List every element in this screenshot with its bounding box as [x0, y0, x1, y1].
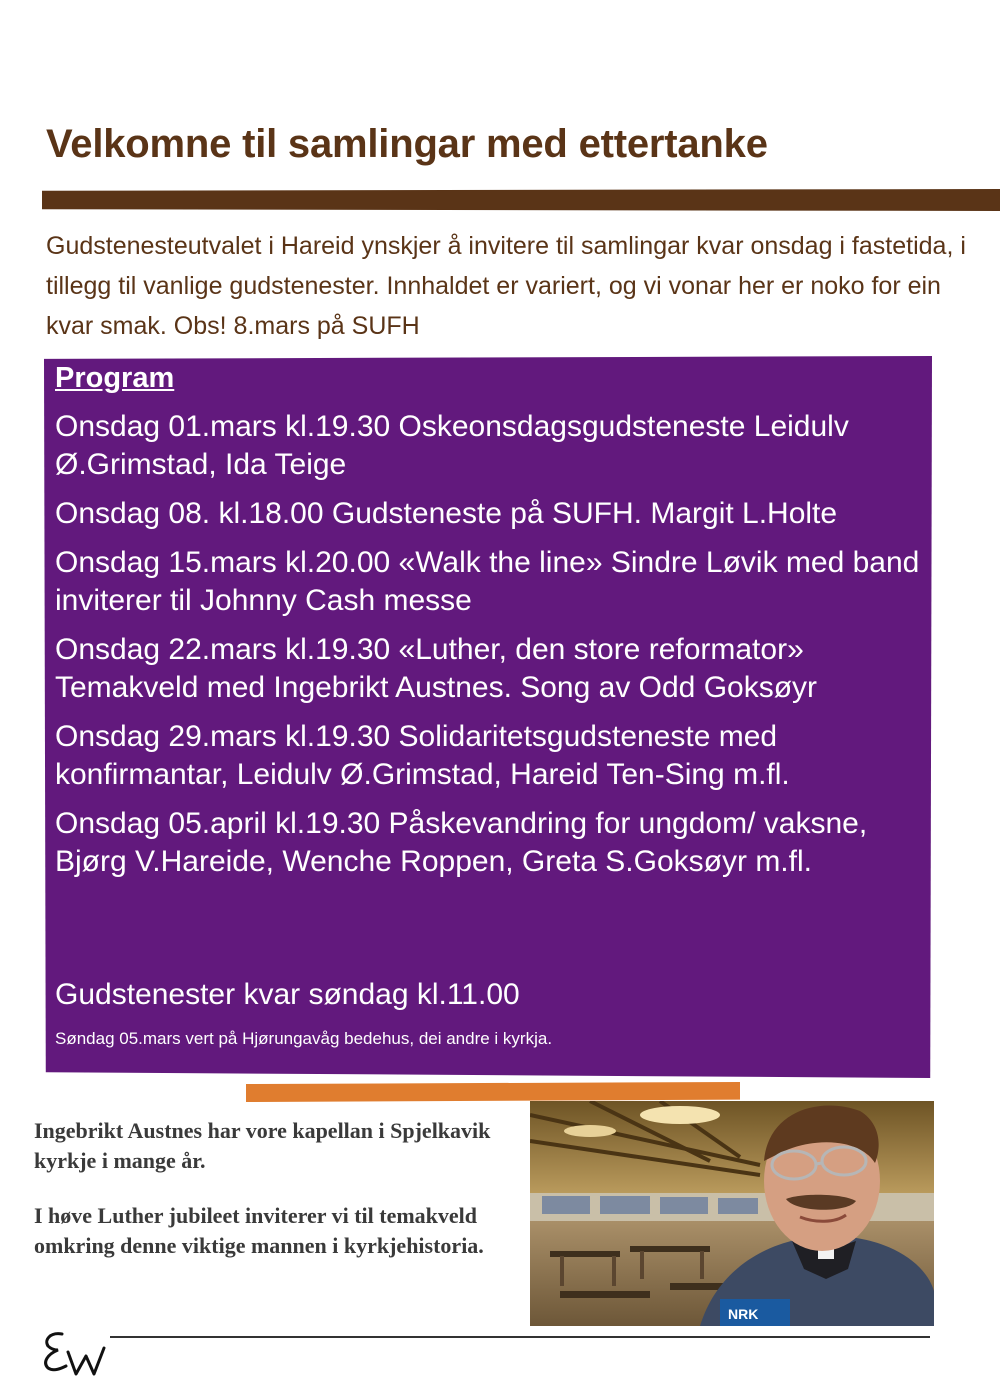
program-list — [55, 408, 925, 892]
intro-text: Gudstenesteutvalet i Hareid ynskjer å invitere til samlingar kvar onsdag i fastetida, i tillegg til vanlige gudstenester. Innhaldet er variert, og vi vonar her er noko for ein kvar smak. Obs! 8.mars på SUFH — [46, 232, 966, 340]
program-item: Onsdag 22.mars kl.19.30 «Luther, den store reformator» Temakveld med Ingebrikt Austnes. Song av Odd Goksøyr — [55, 633, 818, 704]
page-title: Velkomne til samlingar med ettertanke — [46, 122, 768, 166]
portrait-photo — [530, 1101, 934, 1326]
program-item: Onsdag 05.april kl.19.30 Påskevandring for ungdom/ vaksne, Bjørg V.Hareide, Wenche Roppen, Greta S.Goksøyr m.fl. — [55, 807, 868, 878]
sunday-note: Søndag 05.mars vert på Hjørungavåg bedehus, dei andre i kyrkja. — [55, 1029, 553, 1048]
program-item: Onsdag 01.mars kl.19.30 Oskeonsdagsgudsteneste Leidulv Ø.Grimstad, Ida Teige — [55, 410, 849, 481]
photo-badge: NRK — [728, 1306, 759, 1322]
program-item: Onsdag 08. kl.18.00 Gudsteneste på SUFH. Margit L.Holte — [55, 497, 838, 530]
signature-mark — [40, 1330, 120, 1385]
title-divider — [42, 189, 1000, 211]
bio-paragraph-1: Ingebrikt Austnes har vore kapellan i Spjelkavik kyrkje i mange år. — [34, 1118, 491, 1173]
program-item: Onsdag 29.mars kl.19.30 Solidaritetsgudsteneste med konfirmantar, Leidulv Ø.Grimstad, Hareid Ten-Sing m.fl. — [55, 720, 790, 791]
footer-line — [110, 1336, 930, 1338]
orange-divider — [246, 1082, 740, 1102]
sunday-services: Gudstenester kvar søndag kl.11.00 — [55, 978, 520, 1011]
program-item: Onsdag 15.mars kl.20.00 «Walk the line» Sindre Løvik med band inviterer til Johnny Cash messe — [55, 546, 920, 617]
program-heading: Program — [55, 362, 175, 394]
bio-paragraph-2: I høve Luther jubileet inviterer vi til temakveld omkring denne viktige mannen i kyrkjehistoria. — [34, 1203, 484, 1258]
